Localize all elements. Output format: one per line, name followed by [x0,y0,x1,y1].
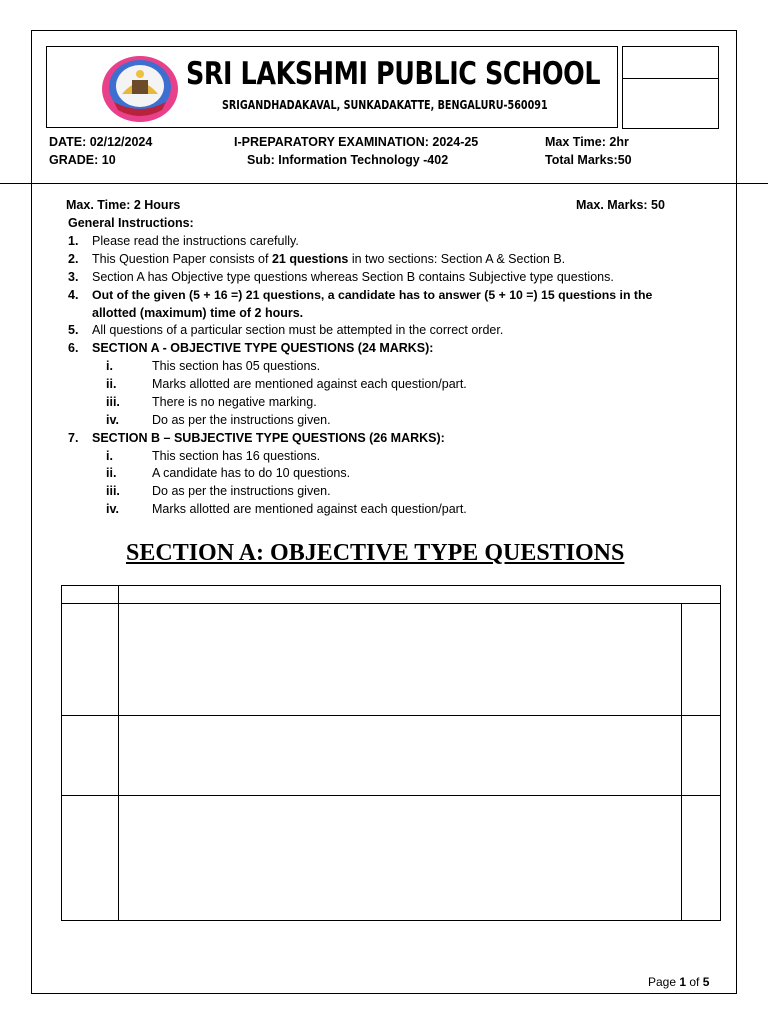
instruction-text-part: This Question Paper consists of [92,252,272,266]
instruction-text: All questions of a particular section must be attempted in the correct order. [92,323,504,337]
sub-instruction-text: Marks allotted are mentioned against each question/part. [152,377,467,391]
sub-instruction-text: Marks allotted are mentioned against each question/part. [152,502,467,516]
instruction-number: 2. [68,252,79,266]
instruction-number: 6. [68,341,79,355]
page-number [648,976,709,988]
question-table [61,585,721,921]
sub-instruction-number: i. [106,449,113,463]
instruction-text [92,253,565,266]
sub-instruction-text: Do as per the instructions given. [152,484,331,498]
instruction-number: 5. [68,323,79,337]
exam-subject: Sub: Information Technology -402 [247,153,449,167]
sub-instruction-number: iv. [106,502,119,516]
section-a-title: SECTION A: OBJECTIVE TYPE QUESTIONS [126,540,625,566]
sub-instruction-text: This section has 16 questions. [152,449,321,463]
instruction-number: 3. [68,270,79,284]
sub-instruction-number: i. [106,359,113,373]
roll-number-box [622,46,719,129]
sub-instruction-text: A candidate has to do 10 questions. [152,466,351,480]
instructions-max-marks: Max. Marks: 50 [576,198,665,212]
header-divider [0,183,768,184]
exam-name: I-PREPARATORY EXAMINATION: 2024-25 [234,135,479,149]
marks-column-divider [681,604,682,920]
table-row-divider [62,795,720,796]
exam-max-time: Max Time: 2hr [545,135,629,149]
school-name: SRI LAKSHMI PUBLIC SCHOOL [186,56,601,92]
page-of: of [686,975,703,989]
sub-instruction-number: iii. [106,484,120,498]
school-address: SRIGANDHADAKAVAL, SUNKADAKATTE, BENGALURU-560091 [222,98,548,112]
sub-instruction-number: iv. [106,413,119,427]
exam-grade: GRADE: 10 [49,153,116,167]
sub-instruction-number: ii. [106,377,117,391]
instructions-max-time: Max. Time: 2 Hours [66,198,181,212]
instruction-number: 4. [68,288,79,302]
section-b-instructions-heading: SECTION B – SUBJECTIVE TYPE QUESTIONS (26 MARKS): [92,431,445,445]
instruction-text: Out of the given (5 + 16 =) 21 questions, a candidate has to answer (5 + 10 =) 15 questions in the [92,288,653,302]
page-total: 5 [702,975,710,989]
sub-instruction-text: This section has 05 questions. [152,359,321,373]
sub-instruction-number: iii. [106,395,120,409]
instruction-text: Please read the instructions carefully. [92,234,299,248]
section-a-instructions-heading: SECTION A - OBJECTIVE TYPE QUESTIONS (24 MARKS): [92,341,434,355]
instruction-text-part: in two sections: Section A & Section B. [348,252,566,266]
table-header-divider [62,603,720,604]
exam-total-marks: Total Marks:50 [545,153,632,167]
sub-instruction-text: Do as per the instructions given. [152,413,331,427]
instruction-number: 7. [68,431,79,445]
roll-number-box-divider [623,78,718,79]
instruction-text-bold: 21 questions [271,252,349,266]
sub-instruction-number: ii. [106,466,117,480]
page-current: 1 [679,975,687,989]
instruction-number: 1. [68,234,79,248]
page-word: Page [648,975,680,989]
school-logo [100,54,180,124]
table-row-divider [62,715,720,716]
sub-instruction-text: There is no negative marking. [152,395,317,409]
question-number-column-divider [118,586,119,920]
instruction-text: Section A has Objective type questions whereas Section B contains Subjective type questions. [92,270,614,284]
instructions-heading: General Instructions: [68,216,194,230]
instruction-text-continued: allotted (maximum) time of 2 hours. [92,306,304,320]
exam-date: DATE: 02/12/2024 [49,135,153,149]
